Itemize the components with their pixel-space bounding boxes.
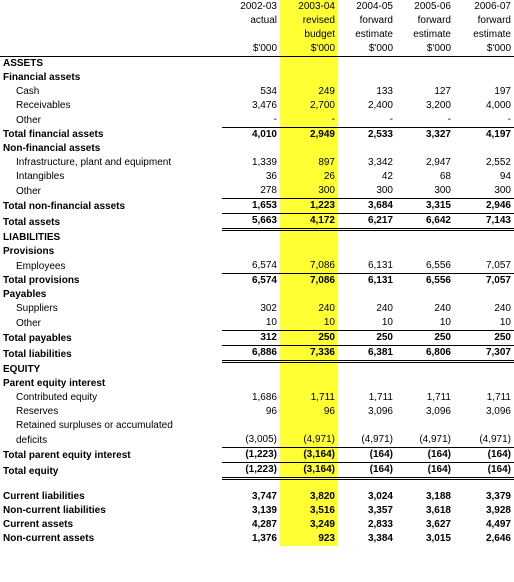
item-row: [0, 391, 514, 405]
cell-col-3: 3,096: [425, 406, 451, 417]
header-type2-0: [222, 28, 280, 42]
row-label: Infrastructure, plant and equipment: [16, 157, 172, 168]
cell-col-0: 1,376: [251, 533, 277, 544]
cell-col-2: [338, 57, 396, 72]
item-row: [0, 113, 514, 128]
row-label: deficits: [16, 434, 48, 446]
cell-col-0: [222, 71, 280, 85]
cell-col-1: 897: [280, 156, 338, 170]
header-year-1: 2003-04: [280, 0, 338, 14]
cell-col-3: [396, 288, 454, 302]
row-label: Total parent equity interest: [3, 449, 131, 461]
total-row: [0, 199, 514, 214]
row-label: ASSETS: [3, 58, 44, 69]
header-row-units: [0, 42, 514, 57]
cell-col-1: 300: [280, 184, 338, 199]
row-label: Total payables: [3, 332, 72, 344]
cell-col-2: [338, 142, 396, 156]
section-row: [0, 245, 514, 259]
total-row: [0, 448, 514, 463]
cell-col-3: -: [447, 114, 451, 125]
cell-col-4: 7,057: [454, 274, 514, 289]
row-label: Other: [16, 317, 42, 329]
cell-col-3: 1,711: [426, 392, 451, 403]
cell-col-3: 240: [434, 303, 451, 314]
total-row: [0, 331, 514, 346]
cell-col-1: 3,249: [280, 518, 338, 532]
cell-col-2: 6,131: [367, 260, 393, 271]
cell-col-3: (164): [396, 463, 454, 479]
cell-col-3: 6,556: [396, 274, 454, 289]
cell-col-3: 10: [439, 317, 451, 328]
summary-row: [0, 518, 514, 532]
cell-col-1: 7,086: [280, 259, 338, 274]
cell-col-0: 4,010: [222, 128, 280, 143]
header-units-1: $'000: [280, 42, 338, 57]
row-label: Receivables: [16, 100, 71, 111]
cell-col-2: [338, 419, 396, 433]
cell-col-3: (4,971): [419, 434, 451, 445]
cell-col-2: 2,400: [367, 100, 393, 111]
item-row: [0, 184, 514, 199]
section-row: [0, 362, 514, 378]
cell-col-3: [396, 479, 454, 491]
header-year-3: 2005-06: [414, 1, 451, 12]
cell-col-2: [338, 288, 396, 302]
cell-col-2: 1,711: [368, 392, 393, 403]
cell-col-3: 3,627: [425, 519, 451, 530]
row-label: Current assets: [3, 519, 74, 530]
row-label: Total assets: [3, 216, 61, 228]
cell-col-3: 3,327: [396, 128, 454, 143]
cell-col-2: [338, 479, 396, 491]
cell-col-4: [454, 419, 514, 433]
cell-col-1: [280, 288, 338, 302]
cell-col-4: 197: [494, 86, 511, 97]
cell-col-4: 3,379: [485, 491, 511, 502]
cell-col-2: 3,024: [367, 491, 393, 502]
header-type2-4: estimate: [473, 29, 511, 40]
cell-col-4: (164): [454, 463, 514, 479]
spacer-row: [0, 479, 514, 491]
cell-col-2: 240: [376, 303, 393, 314]
cell-col-3: 300: [434, 185, 451, 196]
cell-col-3: [396, 230, 454, 246]
cell-col-4: 4,197: [454, 128, 514, 143]
cell-col-1: [280, 377, 338, 391]
cell-col-1: 2,949: [280, 128, 338, 143]
cell-col-2: 3,342: [367, 157, 393, 168]
cell-col-0: 5,663: [222, 214, 280, 230]
row-label: Financial assets: [3, 72, 81, 83]
cell-col-0: (1,223): [222, 448, 280, 463]
cell-col-4: 10: [499, 317, 511, 328]
total-row: [0, 274, 514, 289]
cell-col-0: 96: [265, 406, 277, 417]
cell-col-2: [338, 245, 396, 259]
cell-col-0: 6,574: [222, 274, 280, 289]
section-row: [0, 230, 514, 246]
cell-col-0: 4,287: [251, 519, 277, 530]
cell-col-2: [338, 362, 396, 378]
cell-col-0: 1,653: [222, 199, 280, 214]
cell-col-1: 7,086: [280, 274, 338, 289]
row-label: Non-financial assets: [3, 143, 101, 154]
cell-col-0: 3,476: [251, 100, 277, 111]
section-row: [0, 142, 514, 156]
section-row: [0, 57, 514, 72]
section-row: [0, 71, 514, 85]
section-row: [0, 288, 514, 302]
cell-col-4: 1,711: [486, 392, 511, 403]
cell-col-4: 300: [494, 185, 511, 196]
cell-col-4: 2,552: [485, 157, 511, 168]
cell-col-1: 10: [280, 316, 338, 331]
cell-col-1: 2,700: [280, 99, 338, 113]
cell-col-1: 3,820: [280, 490, 338, 504]
cell-col-2: [338, 71, 396, 85]
cell-col-4: [454, 71, 514, 85]
cell-col-2: 3,096: [367, 406, 393, 417]
cell-col-3: 6,642: [396, 214, 454, 230]
row-label: [0, 479, 222, 491]
row-label: Non-current assets: [3, 533, 95, 544]
cell-col-0: [222, 419, 280, 433]
cell-col-1: -: [280, 113, 338, 128]
item-row: [0, 316, 514, 331]
cell-col-1: [280, 142, 338, 156]
cell-col-0: (3,005): [245, 434, 277, 445]
section-row: [0, 377, 514, 391]
cell-col-1: [280, 230, 338, 246]
cell-col-0: 10: [265, 317, 277, 328]
cell-col-1: 249: [280, 85, 338, 99]
grand-total-row: [0, 346, 514, 362]
row-label: Retained surpluses or accumulated: [16, 420, 173, 431]
cell-col-2: [338, 230, 396, 246]
cell-col-0: 36: [265, 171, 277, 182]
cell-col-3: 3,315: [396, 199, 454, 214]
item-row: [0, 419, 514, 433]
row-label: Total liabilities: [3, 348, 72, 360]
cell-col-0: (1,223): [222, 463, 280, 479]
cell-col-1: 1,711: [280, 391, 338, 405]
header-type-2: forward: [359, 15, 393, 26]
cell-col-4: (164): [454, 448, 514, 463]
cell-col-4: 3,096: [485, 406, 511, 417]
cell-col-2: (164): [338, 448, 396, 463]
header-row-type2: [0, 28, 514, 42]
cell-col-0: [222, 245, 280, 259]
cell-col-4: 2,646: [485, 533, 511, 544]
cell-col-0: [222, 288, 280, 302]
cell-col-0: [222, 57, 280, 72]
cell-col-0: [222, 142, 280, 156]
cell-col-4: [454, 230, 514, 246]
cell-col-0: [222, 479, 280, 491]
header-row-type: [0, 14, 514, 28]
cell-col-2: 2,533: [338, 128, 396, 143]
header-type-1: revised: [280, 14, 338, 28]
header-units-2: $'000: [338, 42, 396, 57]
row-label: Contributed equity: [16, 392, 98, 403]
cell-col-0: [222, 230, 280, 246]
cell-col-1: 1,223: [280, 199, 338, 214]
cell-col-3: [396, 71, 454, 85]
cell-col-2: (164): [338, 463, 396, 479]
cell-col-4: [454, 288, 514, 302]
cell-col-1: 4,172: [280, 214, 338, 230]
cell-col-4: 4,497: [485, 519, 511, 530]
cell-col-3: [396, 419, 454, 433]
row-label: EQUITY: [3, 364, 41, 375]
header-year-4: 2006-07: [474, 1, 511, 12]
cell-col-2: 6,217: [338, 214, 396, 230]
cell-col-1: [280, 419, 338, 433]
cell-col-3: 250: [396, 331, 454, 346]
cell-col-1: 240: [280, 302, 338, 316]
item-row: [0, 85, 514, 99]
cell-col-2: 2,833: [367, 519, 393, 530]
cell-col-2: (4,971): [361, 434, 393, 445]
cell-col-4: [454, 57, 514, 72]
cell-col-2: 300: [376, 185, 393, 196]
row-label: Employees: [16, 260, 66, 272]
header-blank: [0, 0, 222, 14]
cell-col-4: 7,143: [454, 214, 514, 230]
row-label: Total provisions: [3, 275, 80, 286]
cell-col-4: 2,946: [454, 199, 514, 214]
cell-col-4: 240: [494, 303, 511, 314]
cell-col-1: [280, 245, 338, 259]
cell-col-0: [222, 377, 280, 391]
cell-col-3: 3,200: [425, 100, 451, 111]
cell-col-0: 534: [260, 86, 277, 97]
row-label: Provisions: [3, 246, 55, 257]
cell-col-1: [280, 362, 338, 378]
cell-col-4: 4,000: [485, 100, 511, 111]
cell-col-3: 127: [434, 86, 451, 97]
cell-col-3: [396, 57, 454, 72]
header-units-4: $'000: [454, 42, 514, 57]
cell-col-4: [454, 362, 514, 378]
cell-col-0: 6,886: [222, 346, 280, 362]
header-type2-3: estimate: [413, 29, 451, 40]
header-units-3: $'000: [396, 42, 454, 57]
cell-col-0: 302: [260, 303, 277, 314]
item-row: [0, 170, 514, 184]
row-label: Reserves: [16, 406, 59, 417]
row-label: Other: [16, 185, 42, 197]
row-label: Other: [16, 114, 42, 126]
row-label: LIABILITIES: [3, 232, 61, 243]
cell-col-2: 6,381: [338, 346, 396, 362]
cell-col-2: 42: [381, 171, 393, 182]
cell-col-3: 2,947: [425, 157, 451, 168]
row-label: Current liabilities: [3, 491, 85, 502]
header-type-4: forward: [477, 15, 511, 26]
row-label: Suppliers: [16, 303, 58, 314]
item-row: [0, 302, 514, 316]
cell-col-3: [396, 142, 454, 156]
header-units-0: $'000: [222, 42, 280, 57]
cell-col-0: 3,747: [251, 491, 277, 502]
cell-col-3: [396, 377, 454, 391]
cell-col-1: (3,164): [280, 448, 338, 463]
header-type-0: actual: [250, 15, 277, 26]
cell-col-3: 6,556: [425, 260, 451, 271]
grand-total-row: [0, 214, 514, 230]
cell-col-0: 312: [222, 331, 280, 346]
item-row: [0, 433, 514, 448]
cell-col-1: 250: [280, 331, 338, 346]
item-row: [0, 156, 514, 170]
cell-col-4: 7,307: [454, 346, 514, 362]
cell-col-1: 96: [280, 405, 338, 419]
row-label: Intangibles: [16, 171, 65, 182]
cell-col-0: [222, 362, 280, 378]
header-type2-2: estimate: [355, 29, 393, 40]
cell-col-1: (3,164): [280, 463, 338, 479]
header-row-year: [0, 0, 514, 14]
cell-col-0: 3,139: [251, 505, 277, 516]
row-label: Cash: [16, 86, 40, 97]
cell-col-1: (4,971): [280, 433, 338, 448]
cell-col-4: [454, 142, 514, 156]
cell-col-3: (164): [396, 448, 454, 463]
cell-col-0: -: [273, 114, 277, 125]
cell-col-0: 1,686: [251, 392, 277, 403]
item-row: [0, 405, 514, 419]
cell-col-3: [396, 245, 454, 259]
cell-col-4: [454, 479, 514, 491]
cell-col-3: [396, 362, 454, 378]
cell-col-2: 6,131: [338, 274, 396, 289]
cell-col-0: 1,339: [251, 157, 277, 168]
item-row: [0, 259, 514, 274]
cell-col-2: 3,684: [338, 199, 396, 214]
cell-col-4: [454, 377, 514, 391]
cell-col-2: 3,357: [367, 505, 393, 516]
cell-col-4: 3,928: [485, 505, 511, 516]
cell-col-2: 250: [338, 331, 396, 346]
summary-row: [0, 490, 514, 504]
cell-col-1: [280, 71, 338, 85]
row-label: Total financial assets: [3, 129, 104, 140]
cell-col-2: -: [389, 114, 393, 125]
cell-col-3: 68: [439, 171, 451, 182]
cell-col-1: 923: [280, 532, 338, 546]
cell-col-1: 7,336: [280, 346, 338, 362]
cell-col-4: 7,057: [485, 260, 511, 271]
cell-col-4: -: [507, 114, 511, 125]
cell-col-1: [280, 479, 338, 491]
cell-col-3: 3,618: [425, 505, 451, 516]
cell-col-3: 3,015: [425, 533, 451, 544]
row-label: Payables: [3, 289, 47, 300]
cell-col-2: [338, 377, 396, 391]
header-year-2: 2004-05: [356, 1, 393, 12]
grand-total-row: [0, 463, 514, 479]
row-label: Total equity: [3, 465, 59, 477]
row-label: Parent equity interest: [3, 378, 106, 389]
header-type-3: forward: [417, 15, 451, 26]
cell-col-2: 3,384: [367, 533, 393, 544]
summary-row: [0, 532, 514, 546]
cell-col-0: 278: [260, 185, 277, 196]
cell-col-1: 3,516: [280, 504, 338, 518]
cell-col-1: [280, 57, 338, 72]
header-type2-1: budget: [280, 28, 338, 42]
total-row: [0, 128, 514, 143]
row-label: Total non-financial assets: [3, 200, 126, 212]
header-year-0: 2002-03: [240, 1, 277, 12]
cell-col-4: [454, 245, 514, 259]
cell-col-2: 133: [376, 86, 393, 97]
cell-col-3: 6,806: [396, 346, 454, 362]
cell-col-2: 10: [381, 317, 393, 328]
summary-row: [0, 504, 514, 518]
cell-col-4: 94: [499, 171, 511, 182]
item-row: [0, 99, 514, 113]
cell-col-3: 3,188: [425, 491, 451, 502]
cell-col-0: 6,574: [251, 260, 277, 271]
cell-col-4: 250: [454, 331, 514, 346]
cell-col-1: 26: [280, 170, 338, 184]
cell-col-4: (4,971): [479, 434, 511, 445]
row-label: Non-current liabilities: [3, 505, 106, 516]
